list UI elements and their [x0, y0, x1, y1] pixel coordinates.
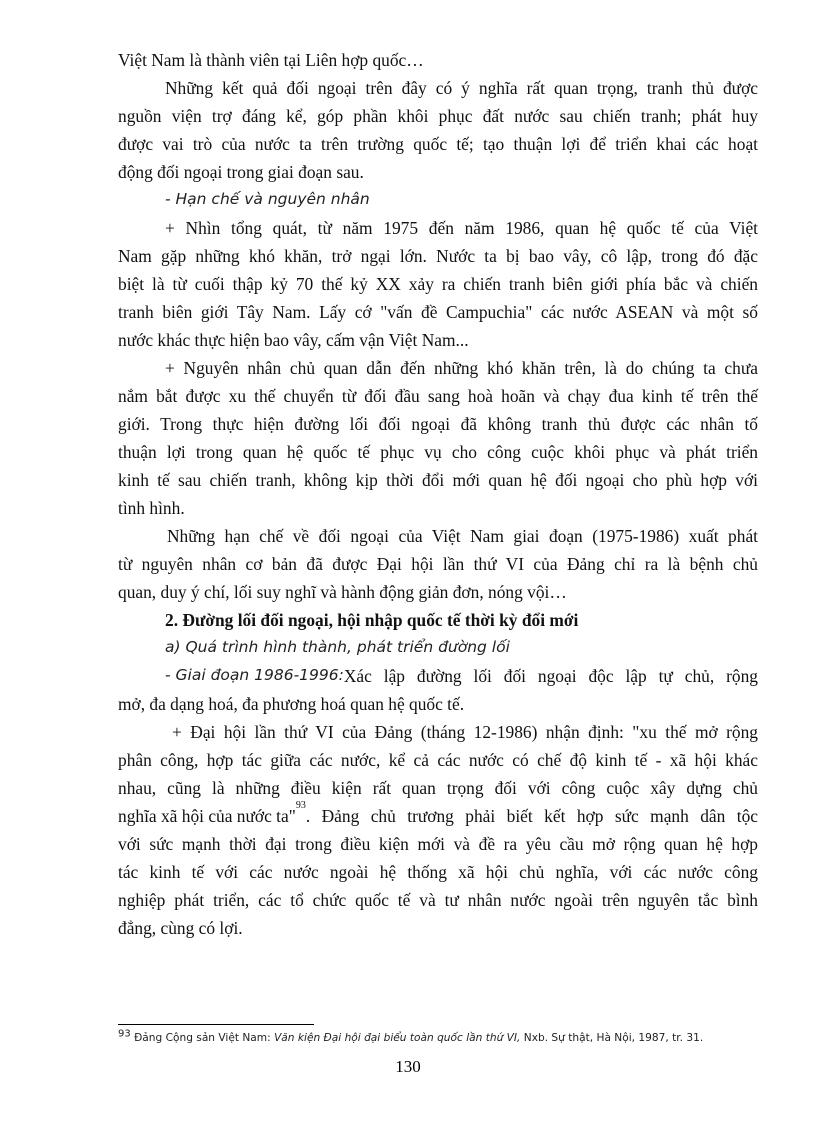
paragraph-line: được vai trò của nước ta trên trường quốc tế; tạo thuận lợi để triển khai các hoạt: [118, 134, 758, 154]
paragraph-line: [165, 666, 758, 687]
paragraph-line: + Nhìn tổng quát, từ năm 1975 đến năm 1986, quan hệ quốc tế của Việt: [165, 218, 758, 238]
paragraph-line: Những hạn chế về đối ngoại của Việt Nam giai đoạn (1975-1986) xuất phát: [167, 526, 758, 546]
section-heading: 2. Đường lối đối ngoại, hội nhập quốc tế thời kỳ đổi mới: [165, 610, 579, 630]
paragraph-line: tranh biên giới Tây Nam. Lấy cớ "vấn đề Campuchia" các nước ASEAN và một số: [118, 302, 758, 322]
paragraph-line: Những kết quả đối ngoại trên đây có ý nghĩa rất quan trọng, tranh thủ được: [165, 78, 758, 98]
paragraph-line: thuận lợi trong quan hệ quốc tế phục vụ cho công cuộc khôi phục và phát triển: [118, 442, 758, 462]
period-label: - Giai đoạn 1986-1996:: [165, 666, 344, 684]
footnote-separator: [118, 1024, 314, 1025]
paragraph-line: nước khác thực hiện bao vây, cấm vận Việt Nam...: [118, 330, 469, 350]
text-line: Việt Nam là thành viên tại Liên hợp quốc…: [118, 50, 424, 70]
text-segment: . Đảng chủ trương phải biết kết hợp sức mạnh dân tộc: [305, 806, 758, 826]
paragraph-line: nắm bắt được xu thế chuyển từ đối đầu sang hoà hoãn và chạy đua kinh tế trên thế: [118, 386, 758, 406]
paragraph-line: biệt là từ cuối thập kỷ 70 thế kỷ XX xảy ra chiến tranh biên giới phía bắc và chiến: [118, 274, 758, 294]
paragraph-line: đẳng, cùng có lợi.: [118, 918, 243, 938]
subheading: a) Quá trình hình thành, phát triển đường lối: [165, 638, 510, 656]
paragraph-line: [118, 800, 758, 827]
paragraph-line: + Nguyên nhân chủ quan dẫn đến những khó khăn trên, là do chúng ta chưa: [165, 358, 758, 378]
footnote-suffix: Nxb. Sự thật, Hà Nội, 1987, tr. 31.: [520, 1032, 704, 1044]
text-segment: nghĩa xã hội của nước ta": [118, 806, 296, 826]
footnote-reference: 93: [295, 800, 306, 811]
paragraph-line: tình hình.: [118, 498, 185, 518]
footnote-mark: 93: [118, 1028, 131, 1040]
paragraph-line: với sức mạnh thời đại trong điều kiện mới và đề ra yêu cầu mở rộng quan hệ hợp: [118, 834, 758, 854]
footnote-title: Văn kiện Đại hội đại biểu toàn quốc lần thứ VI,: [274, 1032, 521, 1044]
paragraph-line: giới. Trong thực hiện đường lối đối ngoại đã không tranh thủ được các nhân tố: [118, 414, 758, 434]
paragraph-line: + Đại hội lần thứ VI của Đảng (tháng 12-1986) nhận định: "xu thế mở rộng: [172, 722, 758, 742]
paragraph-line: tác kinh tế với các nước ngoài hệ thống xã hội chủ nghĩa, với các nước công: [118, 862, 758, 882]
paragraph-line: nghiệp phát triển, các tổ chức quốc tế và tư nhân nước ngoài trên nguyên tắc bình: [118, 890, 758, 910]
paragraph-line: quan, duy ý chí, lối suy nghĩ và hành động giản đơn, nóng vội…: [118, 582, 567, 602]
footnote: [118, 1028, 704, 1044]
paragraph-line: kinh tế sau chiến tranh, không kịp thời đổi mới quan hệ đối ngoại cho phù hợp với: [118, 470, 758, 490]
paragraph-line: từ nguyên nhân cơ bản đã được Đại hội lần thứ VI của Đảng chỉ ra là bệnh chủ: [118, 554, 758, 574]
paragraph-line: mở, đa dạng hoá, đa phương hoá quan hệ quốc tế.: [118, 694, 465, 714]
paragraph-line: nguồn viện trợ đáng kể, góp phần khôi phục đất nước sau chiến tranh; phát huy: [118, 106, 758, 126]
subsection-heading: - Hạn chế và nguyên nhân: [165, 190, 370, 208]
period-text: Xác lập đường lối đối ngoại độc lập tự chủ, rộng: [343, 666, 758, 686]
paragraph-line: Nam gặp những khó khăn, trở ngại lớn. Nước ta bị bao vây, cô lập, trong đó đặc: [118, 246, 758, 266]
paragraph-line: động đối ngoại trong giai đoạn sau.: [118, 162, 364, 182]
footnote-prefix: Đảng Cộng sản Việt Nam:: [130, 1032, 275, 1044]
paragraph-line: nhau, cũng là những điều kiện rất quan trọng đối với công cuộc xây dựng chủ: [118, 778, 758, 798]
page-number: 130: [395, 1057, 421, 1076]
paragraph-line: phân công, hợp tác giữa các nước, kể cả các nước có chế độ kinh tế - xã hội khác: [118, 750, 758, 770]
